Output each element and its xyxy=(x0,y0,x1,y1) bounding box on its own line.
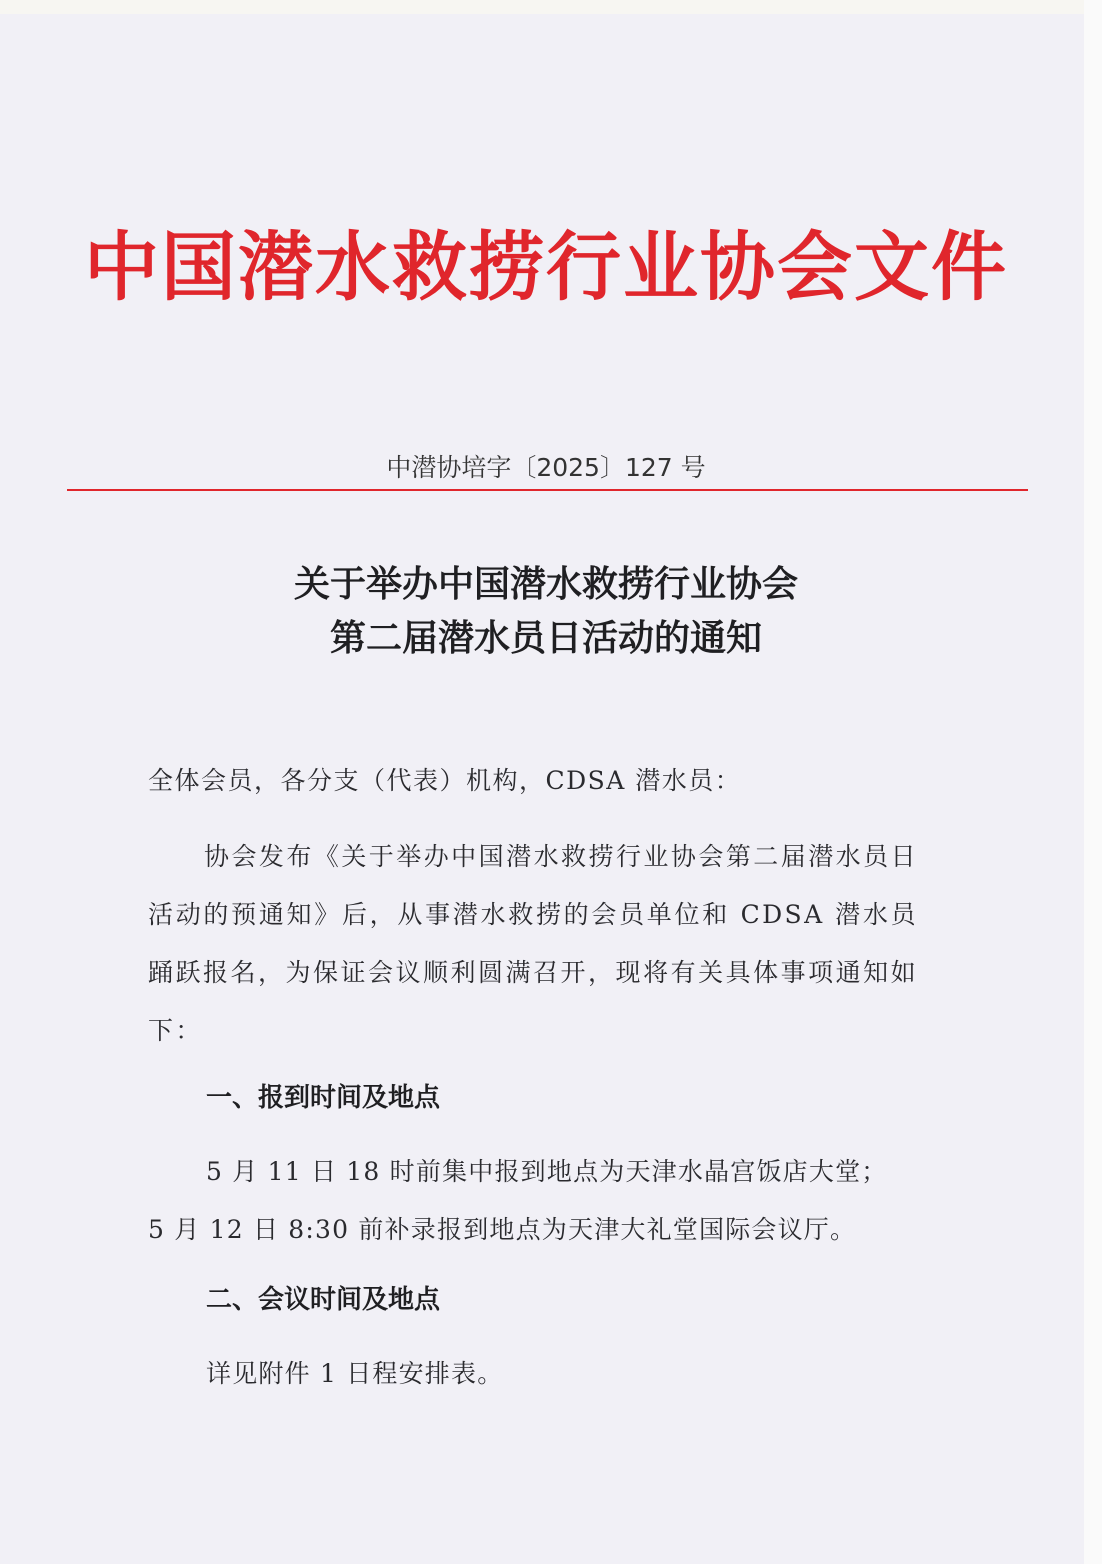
document-number: 中潜协培字〔2025〕127 号 xyxy=(386,453,706,482)
registration-line-1: 5 月 11 日 18 时前集中报到地点为天津水晶宫饭店大堂； xyxy=(206,1157,888,1186)
red-divider-line xyxy=(67,489,1028,491)
salutation: 全体会员，各分支（代表）机构，CDSA 潜水员： xyxy=(148,766,742,795)
intro-paragraph: 协会发布《关于举办中国潜水救捞行业协会第二届潜水员日活动的预通知》后，从事潜水救捞的会员单位和 CDSA 潜水员踊跃报名，为保证会议顺利圆满召开，现将有关具体事项通知如下： xyxy=(148,842,918,1045)
registration-line-2: 5 月 12 日 8:30 前补录报到地点为天津大礼堂国际会议厅。 xyxy=(148,1215,857,1244)
section-heading-registration: 一、报到时间及地点 xyxy=(206,1083,441,1113)
meeting-detail-line: 详见附件 1 日程安排表。 xyxy=(206,1359,504,1388)
scan-top-edge xyxy=(0,0,1102,14)
notice-title-line-2: 第二届潜水员日活动的通知 xyxy=(329,617,762,659)
document-masthead: 中国潜水救捞行业协会文件 xyxy=(83,223,1008,311)
notice-title-line-1: 关于举办中国潜水救捞行业协会 xyxy=(293,563,798,605)
section-heading-meeting: 二、会议时间及地点 xyxy=(206,1285,441,1315)
